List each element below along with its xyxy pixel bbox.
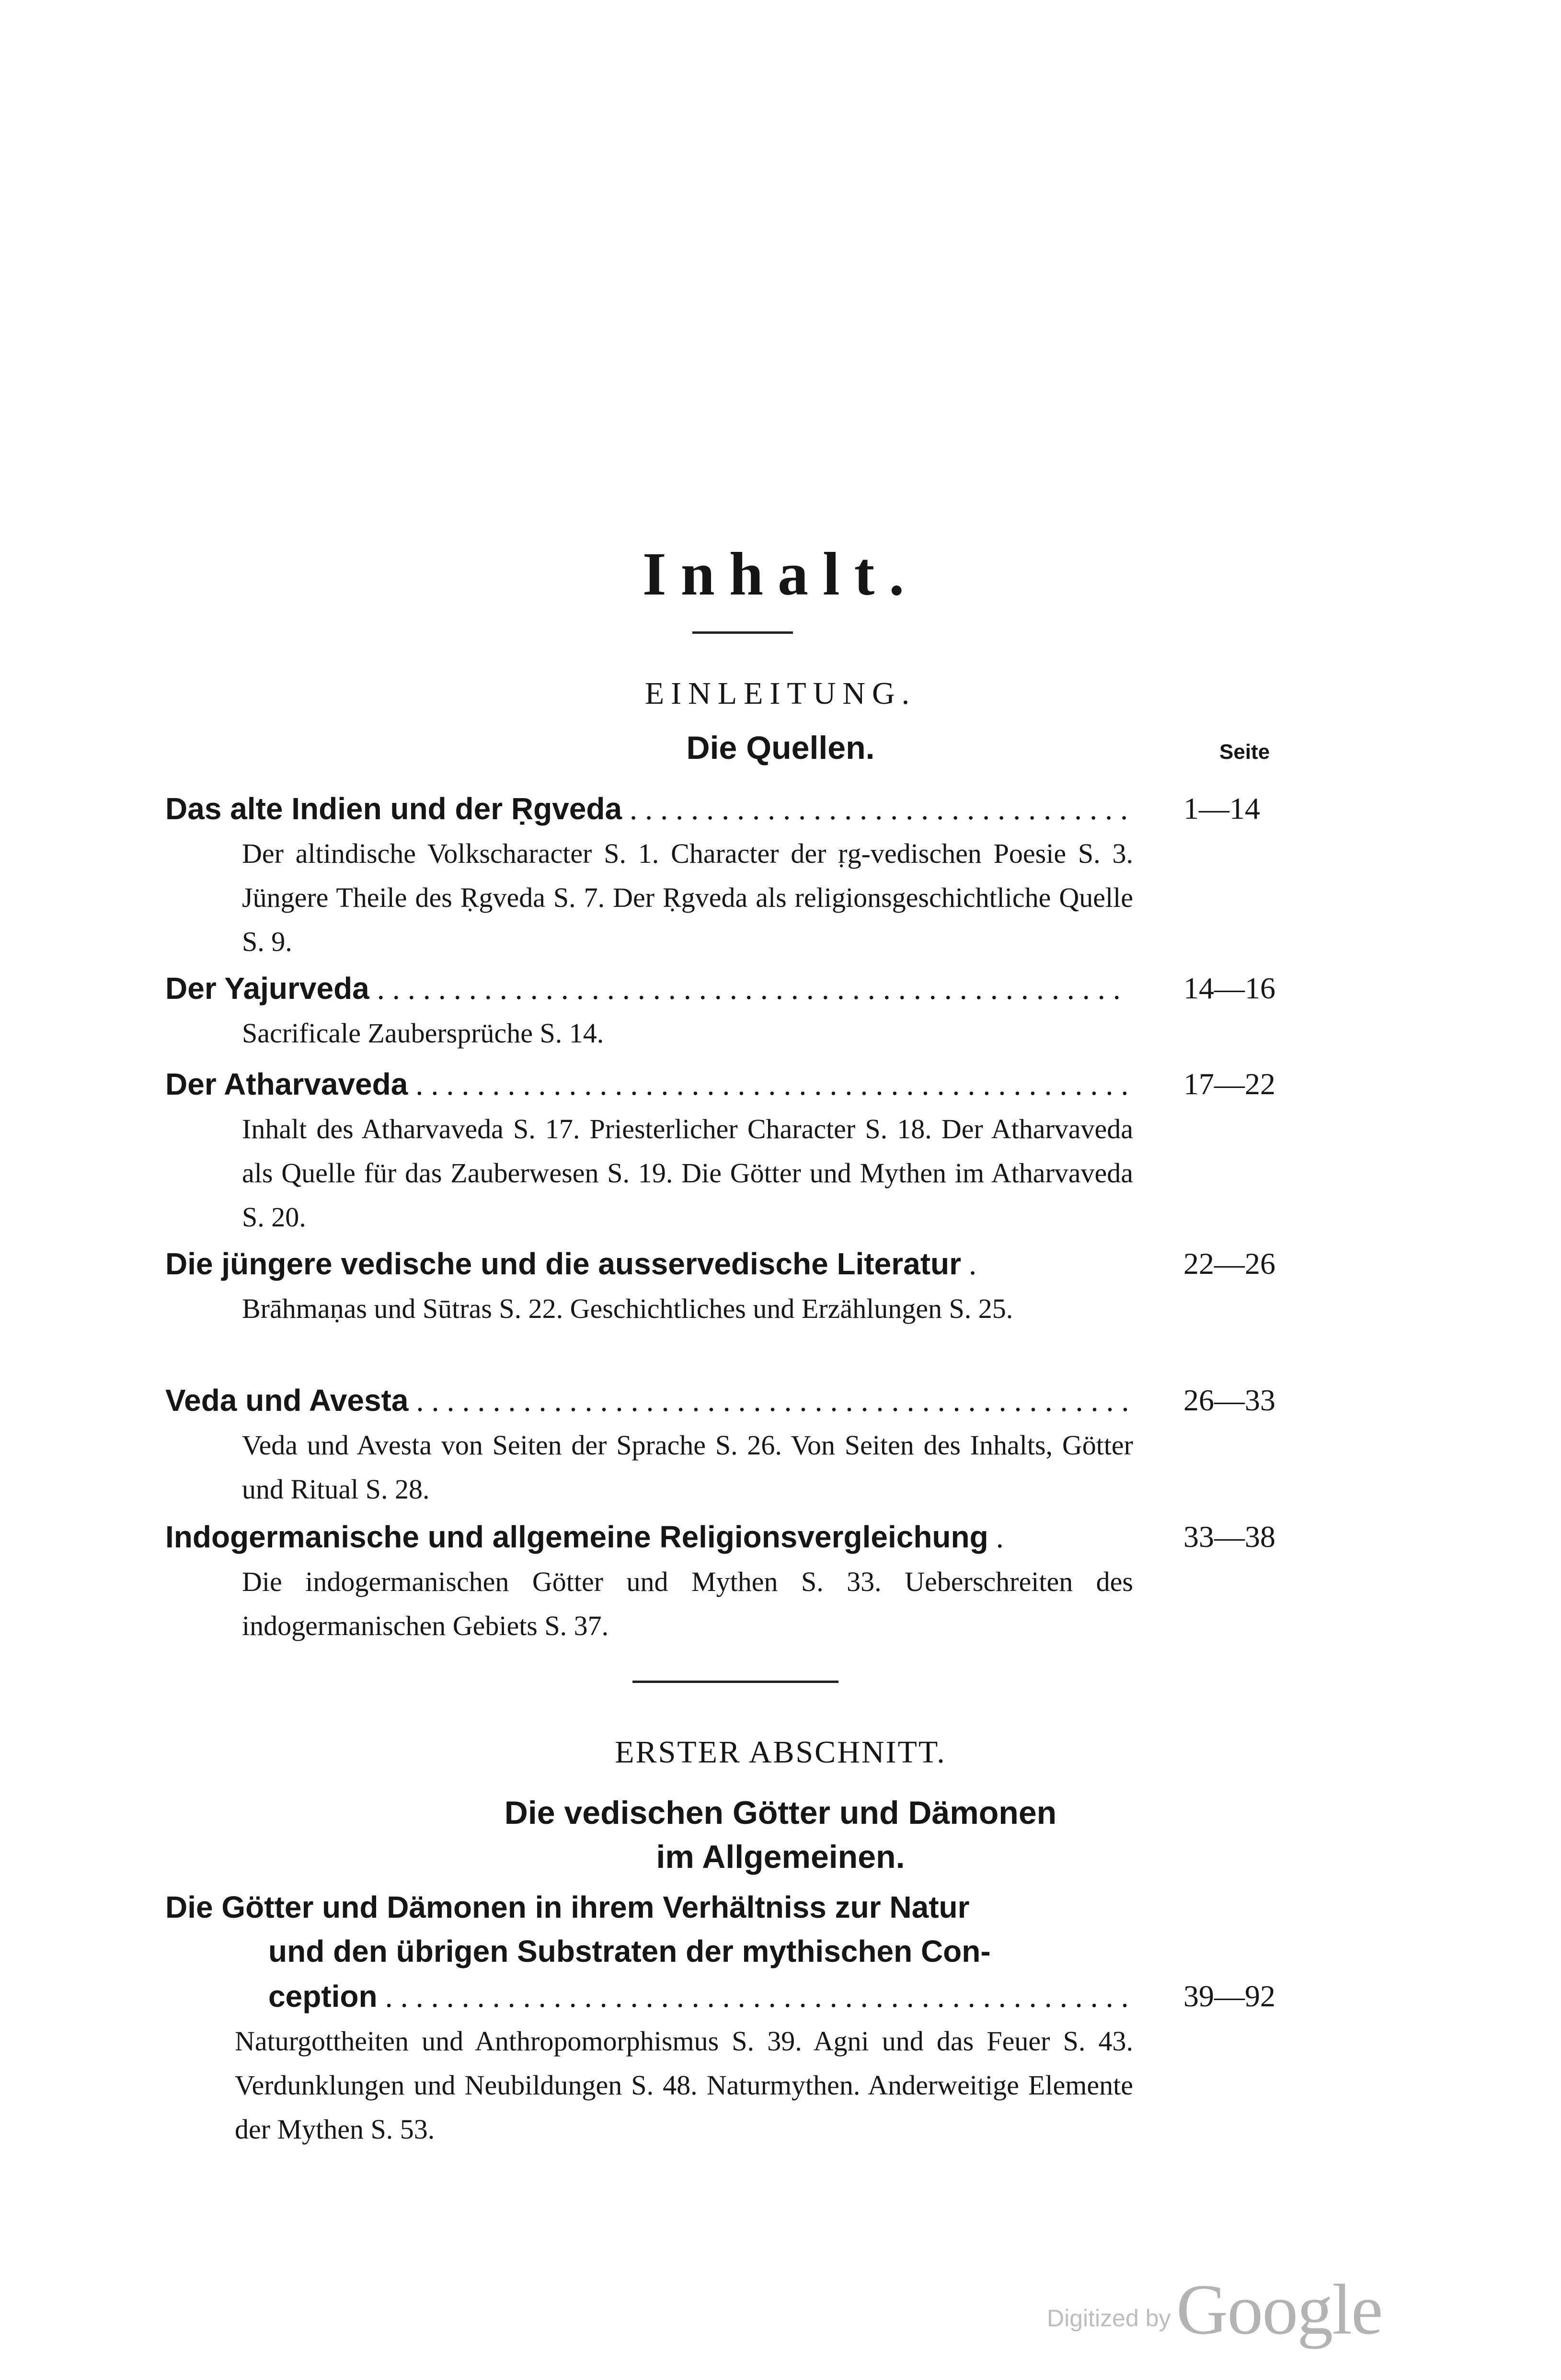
toc-entry-description: Sacrificale Zaubersprüche S. 14. bbox=[242, 1018, 604, 1049]
introduction-heading: Die Quellen. bbox=[686, 730, 875, 766]
toc-entry-pages: 33—38 bbox=[1183, 1520, 1275, 1554]
toc-entry bbox=[165, 1377, 1521, 1511]
toc-entry-heading: Das alte Indien und der Ṛgveda . . . bbox=[165, 786, 1133, 832]
toc-entry-heading-continued: und den übrigen Substraten der mythischen Con- bbox=[268, 1934, 991, 1968]
toc-entry-heading: Der Atharvaveda . . . bbox=[165, 1061, 1133, 1108]
toc-entry-description: Der altindische Volkscharacter S. 1. Character der ṛg-vedischen Poesie S. 3. Jüngere Theile des Ṛgveda S. 7. Der Ṛgveda als religionsgeschichtliche Quelle S. 9. bbox=[242, 838, 1133, 957]
toc-entry bbox=[165, 1514, 1521, 1648]
toc-entry-heading: Indogermanische und allgemeine Religionsvergleichung . bbox=[165, 1514, 1133, 1560]
section-divider bbox=[632, 1681, 838, 1683]
toc-entry bbox=[165, 786, 1521, 964]
toc-entry-heading-end: ception . . . bbox=[268, 1973, 1133, 2020]
part-one-heading: Die vedischen Götter und Dämonen bbox=[504, 1795, 1057, 1831]
toc-entry-heading: Die Götter und Dämonen in ihrem Verhältniss zur Natur bbox=[165, 1890, 970, 1924]
watermark-prefix: Digitized by bbox=[1047, 2305, 1171, 2332]
part-one-heading-continued: im Allgemeinen. bbox=[656, 1839, 905, 1875]
toc-entry-pages: 39—92 bbox=[1183, 1979, 1275, 2013]
toc-entry-description: Die indogermanischen Götter und Mythen S. 33. Ueberschreiten des indogermanischen Gebiets S. 37. bbox=[242, 1566, 1133, 1641]
toc-entry-pages: 17—22 bbox=[1183, 1067, 1275, 1101]
toc-entry bbox=[165, 1241, 1521, 1331]
toc-entry-description: Inhalt des Atharvaveda S. 17. Priesterlicher Character S. 18. Der Atharvaveda als Quelle für das Zauberwesen S. 19. Die Götter und Mythen im Atharvaveda S. 20. bbox=[242, 1113, 1133, 1233]
toc-entry-description: Brāhmaṇas und Sūtras S. 22. Geschichtliches und Erzählungen S. 25. bbox=[242, 1293, 1013, 1324]
title-rule bbox=[692, 631, 793, 634]
toc-entry-pages: 14—16 bbox=[1183, 971, 1275, 1005]
toc-entry-description: Veda und Avesta von Seiten der Sprache S. 26. Von Seiten des Inhalts, Götter und Ritual S. 28. bbox=[242, 1430, 1133, 1505]
toc-entry-description: Naturgottheiten und Anthropomorphismus S. 39. Agni und das Feuer S. 43. Verdunklungen und Neubildungen S. 48. Naturmythen. Anderweitige Elemente der Mythen S. 53. bbox=[235, 2025, 1133, 2145]
toc-entry-heading: Die jüngere vedische und die ausservedische Literatur . bbox=[165, 1241, 1133, 1287]
toc-entry-pages: 26—33 bbox=[1183, 1383, 1275, 1417]
toc-entry bbox=[165, 1061, 1521, 1239]
toc-entry bbox=[165, 965, 1521, 1055]
page-column-label: Seite bbox=[1219, 740, 1270, 764]
toc-entry-heading: Der Yajurveda . . . bbox=[165, 965, 1133, 1012]
toc-entry-pages: 1—14 bbox=[1183, 791, 1260, 825]
toc-entry-heading: Veda und Avesta . . . bbox=[165, 1377, 1133, 1424]
part-one-label: ERSTER ABSCHNITT. bbox=[615, 1735, 946, 1770]
toc-entry bbox=[165, 1885, 1521, 2151]
google-watermark-logo: Google bbox=[1176, 2270, 1382, 2349]
introduction-label: EINLEITUNG. bbox=[644, 676, 917, 711]
page-title: Inhalt. bbox=[642, 540, 919, 608]
toc-entry-pages: 22—26 bbox=[1183, 1247, 1275, 1281]
